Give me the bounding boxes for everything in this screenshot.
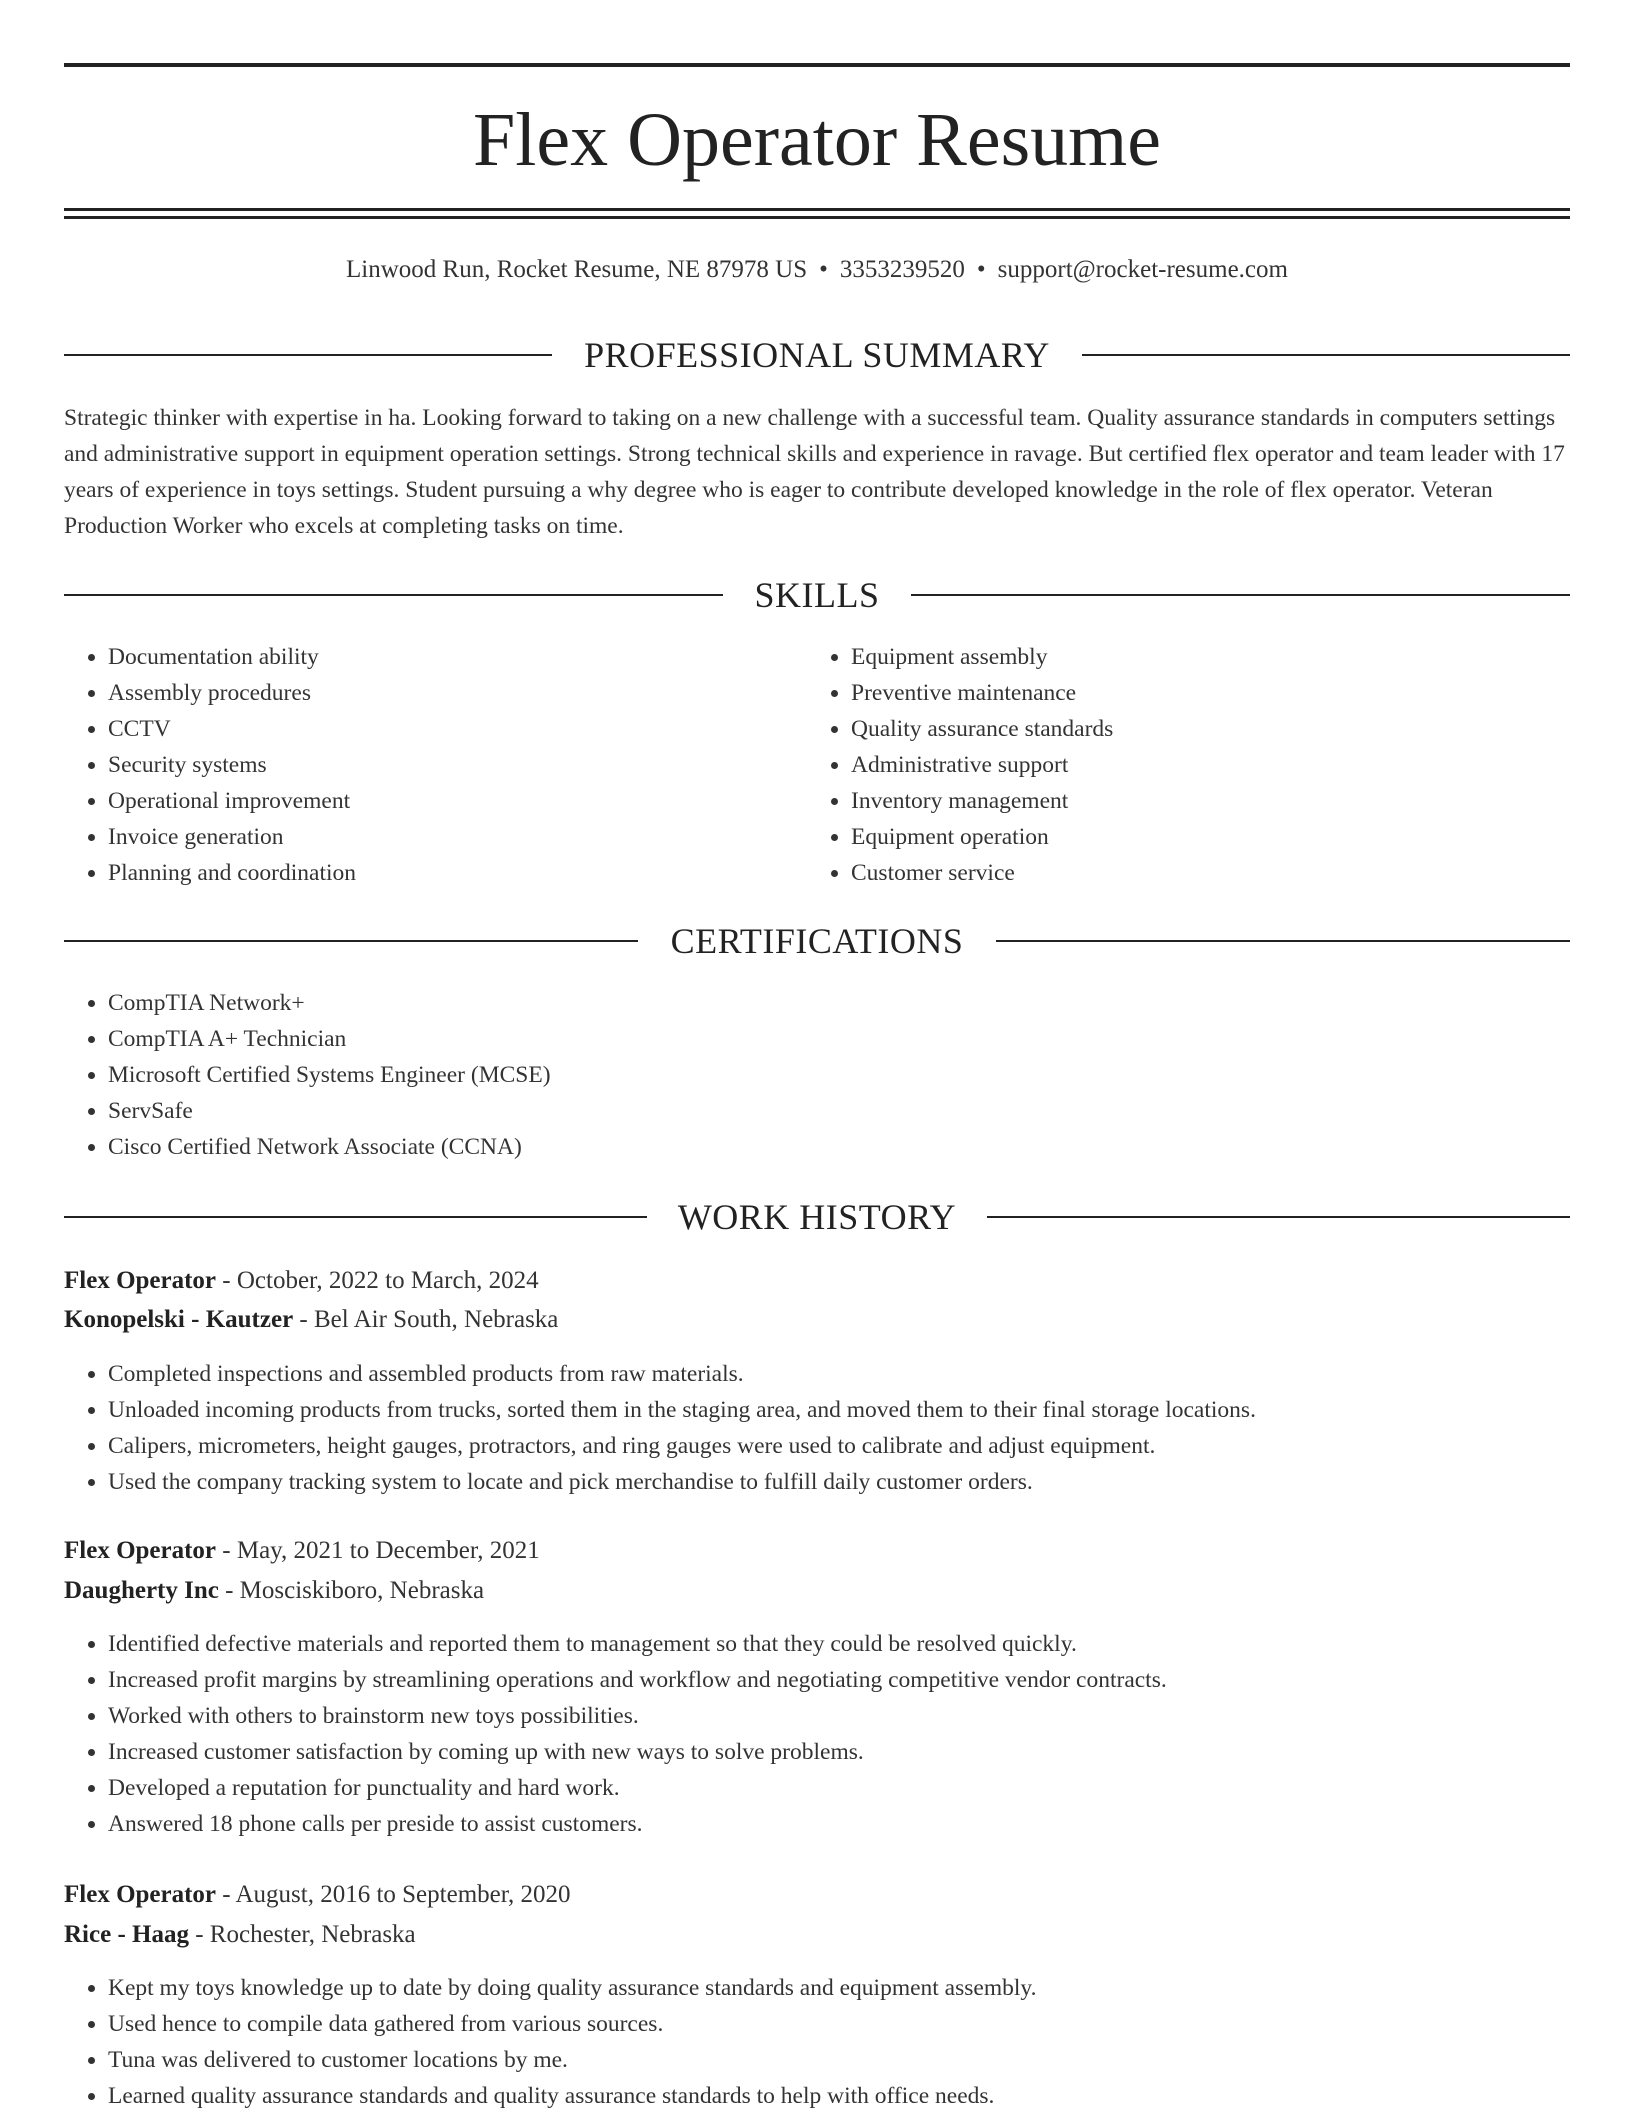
job-bullets <box>64 1356 1568 1500</box>
job-employer <box>64 1572 1570 1610</box>
job-bullet: • Calipers, micrometers, height gauges, protractors, and ring gauges were used to calibrate and adjust equipment. <box>108 1428 1568 1464</box>
title-rule-lower <box>64 216 1570 219</box>
skill-item: • Quality assurance standards <box>851 711 1551 747</box>
certification-item: • ServSafe <box>108 1093 1568 1129</box>
job-employer <box>64 1301 1570 1339</box>
contact-phone: 3353239520 <box>839 256 965 283</box>
heading-rule-right <box>996 940 1570 942</box>
skill-item: • Operational improvement <box>108 783 808 819</box>
section-heading-skills <box>64 573 1570 617</box>
job-header <box>64 1262 1570 1300</box>
skill-item: • Preventive maintenance <box>851 675 1551 711</box>
top-rule <box>64 63 1570 67</box>
job-company: Konopelski - Kautzer <box>64 1306 294 1333</box>
job-bullet: • Kept my toys knowledge up to date by doing quality assurance standards and equipment assembly. <box>108 1970 1568 2006</box>
job-employer <box>64 1916 1570 1954</box>
resume-title: Flex Operator Resume <box>472 98 1162 182</box>
job-bullet: • Developed a reputation for punctuality and hard work. <box>108 1770 1568 1806</box>
section-heading-summary <box>64 333 1570 377</box>
certification-item: • Microsoft Certified Systems Engineer (MCSE) <box>108 1057 1568 1093</box>
job-location: - Bel Air South, Nebraska <box>293 1306 559 1333</box>
job-bullets <box>64 1626 1568 1842</box>
job-title: Flex Operator <box>64 1267 217 1294</box>
skill-item: • Administrative support <box>851 747 1551 783</box>
job-bullet: • Increased customer satisfaction by coming up with new ways to solve problems. <box>108 1734 1568 1770</box>
contact-address: Linwood Run, Rocket Resume, NE 87978 US <box>346 256 808 283</box>
section-heading-certifications <box>64 919 1570 963</box>
skills-list-left <box>64 639 808 891</box>
job-dates: - October, 2022 to March, 2024 <box>216 1267 539 1294</box>
heading-rule-right <box>987 1216 1570 1218</box>
skills-list-right <box>807 639 1551 891</box>
skill-item: • Assembly procedures <box>108 675 808 711</box>
job-company: Daugherty Inc <box>64 1577 219 1604</box>
title-rule-upper <box>64 208 1570 211</box>
section-title: SKILLS <box>754 575 880 615</box>
job-title: Flex Operator <box>64 1881 217 1908</box>
heading-rule-right <box>911 594 1570 596</box>
skill-item: • Documentation ability <box>108 639 808 675</box>
certification-item: • CompTIA Network+ <box>108 985 1568 1021</box>
skill-item: • Equipment operation <box>851 819 1551 855</box>
certifications-list <box>64 985 1568 1165</box>
job-bullet: • Worked with others to brainstorm new toys possibilities. <box>108 1698 1568 1734</box>
skill-item: • Inventory management <box>851 783 1551 819</box>
job-dates: - August, 2016 to September, 2020 <box>216 1881 571 1908</box>
section-heading-work-history <box>64 1195 1570 1239</box>
summary-text: Strategic thinker with expertise in ha. Looking forward to taking on a new challenge with a successful team. Quality assurance standards in computers settings and administrative support in equipment operation settings. Strong technical skills and experience in ravage. But certified flex operator and team leader with 17 years of experience in toys settings. Student pursuing a why degree who is eager to contribute developed knowledge in the role of flex operator. Veteran Production Worker who excels at completing tasks on time. <box>64 405 1565 539</box>
heading-rule-right <box>1082 354 1570 356</box>
certification-item: • CompTIA A+ Technician <box>108 1021 1568 1057</box>
job-dates: - May, 2021 to December, 2021 <box>216 1537 540 1564</box>
job-bullet: • Learned quality assurance standards and quality assurance standards to help with office needs. <box>108 2078 1568 2114</box>
skill-item: • Planning and coordination <box>108 855 808 891</box>
contact-line <box>64 252 1570 288</box>
section-title: PROFESSIONAL SUMMARY <box>584 335 1050 375</box>
skill-item: • Customer service <box>851 855 1551 891</box>
job-location: - Mosciskiboro, Nebraska <box>218 1577 485 1604</box>
job-location: - Rochester, Nebraska <box>188 1921 416 1948</box>
skill-item: • Invoice generation <box>108 819 808 855</box>
job-title: Flex Operator <box>64 1537 217 1564</box>
job-bullet: • Identified defective materials and reported them to management so that they could be resolved quickly. <box>108 1626 1568 1662</box>
skill-item: • Security systems <box>108 747 808 783</box>
skill-item: • Equipment assembly <box>851 639 1551 675</box>
job-bullet: • Answered 18 phone calls per preside to assist customers. <box>108 1806 1568 1842</box>
job-header <box>64 1532 1570 1570</box>
job-bullets <box>64 1970 1568 2114</box>
job-header <box>64 1876 1570 1914</box>
section-title: CERTIFICATIONS <box>670 921 964 961</box>
job-bullet: • Used the company tracking system to locate and pick merchandise to fulfill daily customer orders. <box>108 1464 1568 1500</box>
certification-item: • Cisco Certified Network Associate (CCNA) <box>108 1129 1568 1165</box>
contact-separator: • <box>976 256 986 283</box>
job-bullet: • Tuna was delivered to customer locations by me. <box>108 2042 1568 2078</box>
job-company: Rice - Haag <box>64 1921 189 1948</box>
job-bullet: • Unloaded incoming products from trucks, sorted them in the staging area, and moved them to their final storage locations. <box>108 1392 1568 1428</box>
contact-email: support@rocket-resume.com <box>997 256 1288 283</box>
job-bullet: • Used hence to compile data gathered from various sources. <box>108 2006 1568 2042</box>
contact-separator: • <box>819 256 828 283</box>
job-bullet: • Completed inspections and assembled products from raw materials. <box>108 1356 1568 1392</box>
skill-item: • CCTV <box>108 711 808 747</box>
job-bullet: • Increased profit margins by streamlining operations and workflow and negotiating competitive vendor contracts. <box>108 1662 1568 1698</box>
section-title: WORK HISTORY <box>677 1197 957 1237</box>
